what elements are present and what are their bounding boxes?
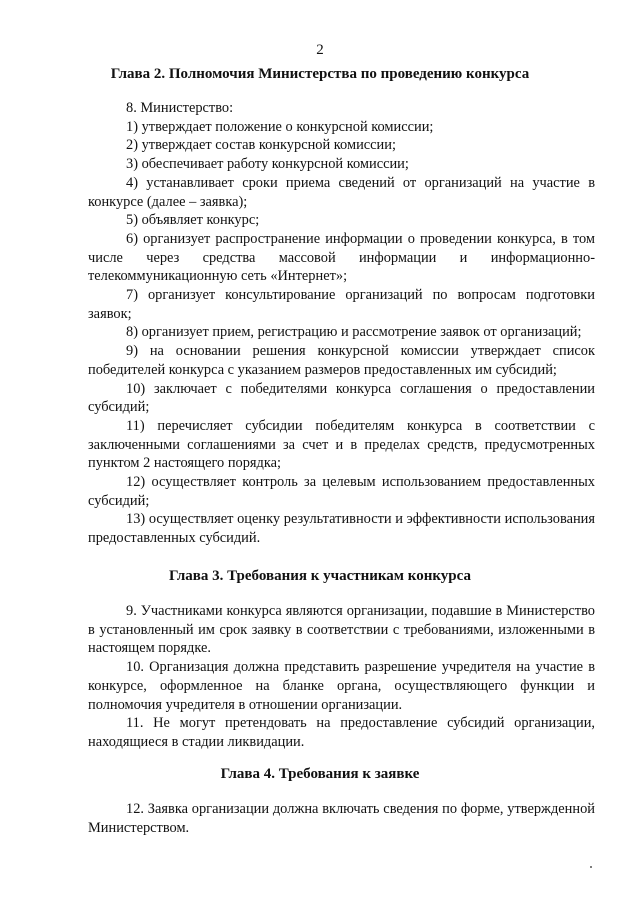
list-item-13: 13) осуществляет оценку результативности и эффективности использования предоставленных субсидий. xyxy=(88,511,595,547)
paragraph-10: 10. Организация должна представить разрешение учредителя на участие в конкурсе, оформленное на бланке органа, осуществляющего функции и полномочия учредителя в отношении организации. xyxy=(88,659,595,713)
list-item-11: 11) перечисляет субсидии победителям конкурса в соответствии с заключенными соглашениями за счет и в пределах средств, предусмотренных пунктом 2 настоящего порядка; xyxy=(88,417,595,472)
chapter-2-heading: Глава 2. Полномочия Министерства по проведению конкурса xyxy=(110,66,530,82)
chapter-2-body xyxy=(88,99,595,548)
chapter-4-heading: Глава 4. Требования к заявке xyxy=(220,766,420,782)
list-item-7: 7) организует консультирование организаций по вопросам подготовки заявок; xyxy=(88,287,595,322)
list-item-5: 5) объявляет конкурс; xyxy=(126,212,260,229)
list-item-9: 9) на основании решения конкурсной комиссии утверждает список победителей конкурса с указанием размеров предоставленных им субсидий; xyxy=(88,343,595,378)
paragraph-12: 12. Заявка организации должна включать сведения по форме, утвержденной Министерством. xyxy=(88,801,595,836)
scan-speck xyxy=(590,866,592,868)
list-item-8: 8) организует прием, регистрацию и рассмотрение заявок от организаций; xyxy=(126,324,582,341)
chapter-4-body xyxy=(88,800,595,837)
list-item-3: 3) обеспечивает работу конкурсной комиссии; xyxy=(126,156,409,173)
paragraph-8-intro: 8. Министерство: xyxy=(126,100,234,116)
list-item-12: 12) осуществляет контроль за целевым использованием предоставленных субсидий; xyxy=(88,474,595,509)
list-item-2: 2) утверждает состав конкурсной комиссии; xyxy=(126,137,396,154)
list-item-4: 4) устанавливает сроки приема сведений от организаций на участие в конкурсе (далее – заявка); xyxy=(88,174,595,210)
paragraph-9: 9. Участниками конкурса являются организации, подавшие в Министерство в установленный им срок заявку в соответствии с требованиями, изложенными в настоящем порядке. xyxy=(88,603,595,657)
page-number: 2 xyxy=(316,42,324,58)
list-item-1: 1) утверждает положение о конкурсной комиссии; xyxy=(126,118,434,135)
list-item-6: 6) организует распространение информации о проведении конкурса, в том числе через средства массовой информации и информационно-телекоммуникационную сеть «Интернет»; xyxy=(88,230,595,285)
list-item-10: 10) заключает с победителями конкурса соглашения о предоставлении субсидий; xyxy=(88,380,595,416)
chapter-3-heading: Глава 3. Требования к участникам конкурса xyxy=(169,568,471,584)
chapter-3-body xyxy=(88,602,595,752)
paragraph-11: 11. Не могут претендовать на предоставление субсидий организации, находящиеся в стадии ликвидации. xyxy=(88,715,595,750)
